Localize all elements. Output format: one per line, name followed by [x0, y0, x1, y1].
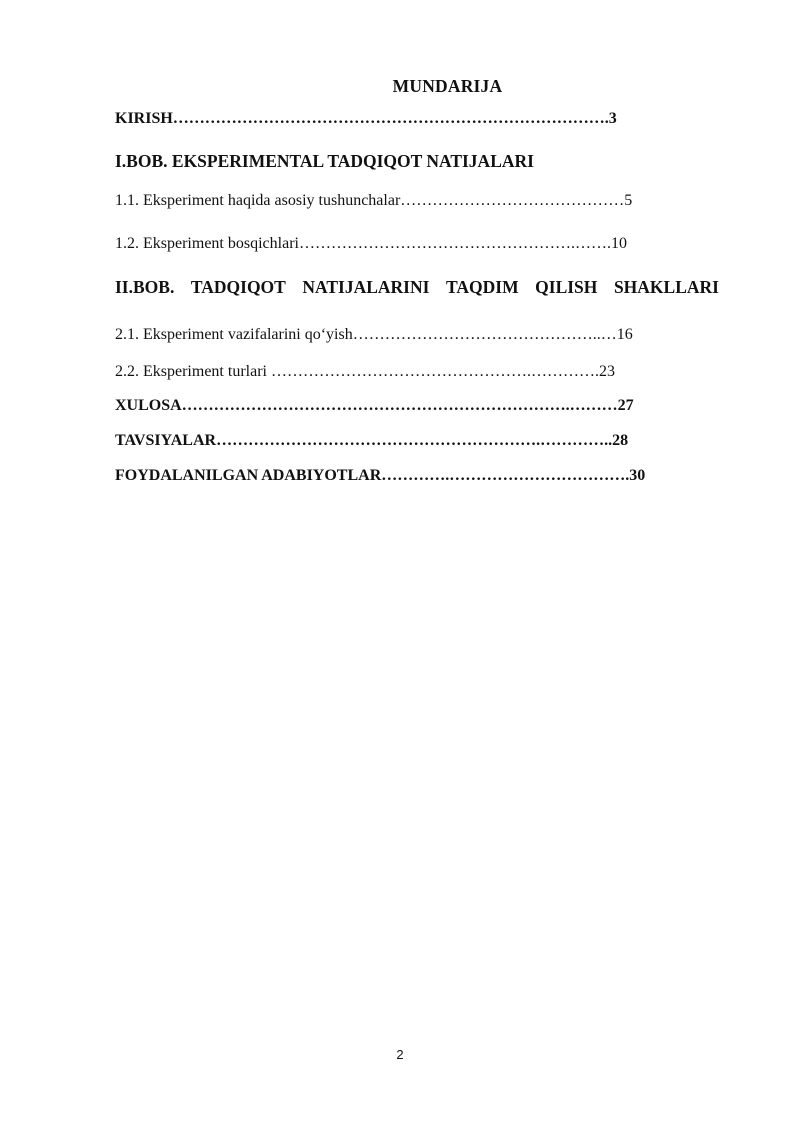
toc-entry-kirish: KIRISH……………………………………………………………………….3	[115, 110, 617, 127]
toc-entry-2-2: 2.2. Eksperiment turlari ………………………………………….………….23	[115, 363, 615, 380]
toc-entry-1-2: 1.2. Eksperiment bosqichlari…………………………………………….…….10	[115, 235, 627, 252]
toc-chapter-2-word: QILISH	[535, 277, 598, 297]
page-number: 2	[396, 1047, 404, 1062]
toc-chapter-2-word: SHAKLLARI	[613, 277, 719, 297]
toc-chapter-1: I.BOB. EKSPERIMENTAL TADQIQOT NATIJALARI	[115, 151, 534, 171]
toc-title: MUNDARIJA	[392, 76, 503, 96]
toc-entry-xulosa: XULOSA……………………………………………………………….………27	[115, 397, 634, 414]
toc-entry-2-1: 2.1. Eksperiment vazifalarini qo‘yish………………………………………..…16	[115, 326, 633, 343]
toc-chapter-2-word: NATIJALARINI	[302, 277, 430, 297]
toc-chapter-2	[115, 277, 719, 298]
toc-chapter-2-word: TAQDIM	[446, 277, 519, 297]
toc-entry-adabiyotlar: FOYDALANILGAN ADABIYOTLAR………….…………………………….30	[115, 467, 646, 484]
toc-entry-1-1: 1.1. Eksperiment haqida asosiy tushunchalar……………………………………5	[115, 192, 633, 209]
toc-entry-tavsiyalar: TAVSIYALAR…………………………………………………….…………..28	[115, 432, 629, 449]
toc-chapter-2-word: II.BOB.	[115, 277, 175, 297]
toc-chapter-2-word: TADQIQOT	[190, 277, 286, 297]
